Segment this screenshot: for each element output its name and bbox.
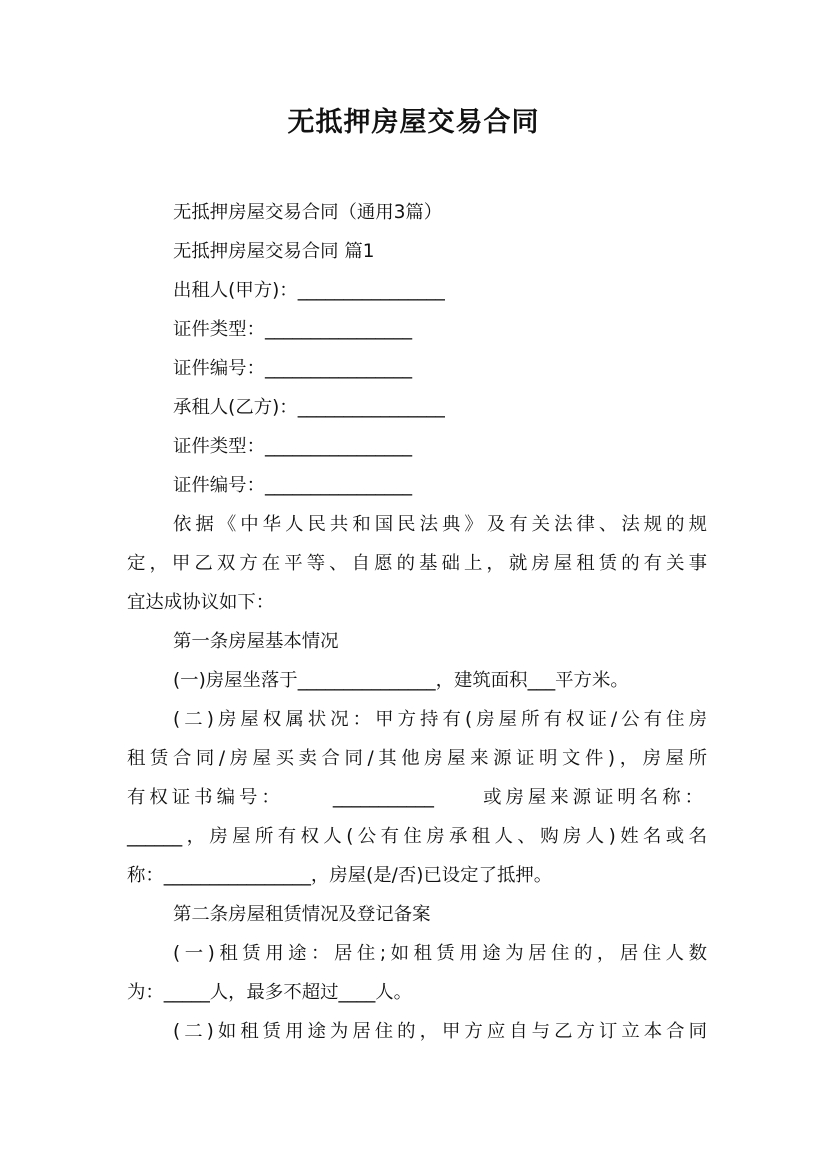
paragraph-line [127,778,707,817]
paragraph-line: 为：_____人，最多不超过____人。 [127,982,413,1003]
lessor-id-type-field: 证件类型：________________ [173,319,413,340]
paragraph-line: 租赁合同/房屋买卖合同/其他房屋来源证明文件)，房屋所 [127,748,707,769]
article-heading: 第二条房屋租赁情况及登记备案 [173,904,431,925]
lessee-field: 承租人(乙方)：________________ [173,397,445,418]
paragraph-line: (一)房屋坐落于_______________，建筑面积___平方米。 [173,670,629,691]
paragraph-line: 宜达成协议如下： [127,592,275,613]
paragraph-line: (二)如租赁用途为居住的，甲方应自与乙方订立本合同 [173,1021,707,1042]
section-heading: 无抵押房屋交易合同 篇1 [173,241,375,262]
paragraph-line: 称：________________，房屋(是/否)已设定了抵押。 [127,865,553,886]
paragraph-line: 依据《中华人民共和国民法典》及有关法律、法规的规 [173,514,707,535]
certificate-number-blank: ___________ [332,787,434,808]
paragraph-line: 定，甲乙双方在平等、自愿的基础上，就房屋租赁的有关事 [127,553,707,574]
subtitle-line: 无抵押房屋交易合同（通用3篇） [173,202,443,223]
lessee-id-number-field: 证件编号：________________ [173,475,413,496]
paragraph-line: ______，房屋所有权人(公有住房承租人、购房人)姓名或名 [127,826,707,847]
document-title: 无抵押房屋交易合同 [287,107,540,138]
paragraph-line: (二)房屋权属状况：甲方持有(房屋所有权证/公有住房 [173,709,707,730]
lessee-id-type-field: 证件类型：________________ [173,436,413,457]
lessor-field: 出租人(甲方)：________________ [173,280,445,301]
source-proof-label: 或房屋来源证明名称： [483,787,707,808]
lessor-id-number-field: 证件编号：________________ [173,358,413,379]
article-heading: 第一条房屋基本情况 [173,631,339,652]
paragraph-line: (一)租赁用途：居住;如租赁用途为居住的，居住人数 [173,943,707,964]
certificate-number-label: 有权证书编号： [127,787,284,808]
